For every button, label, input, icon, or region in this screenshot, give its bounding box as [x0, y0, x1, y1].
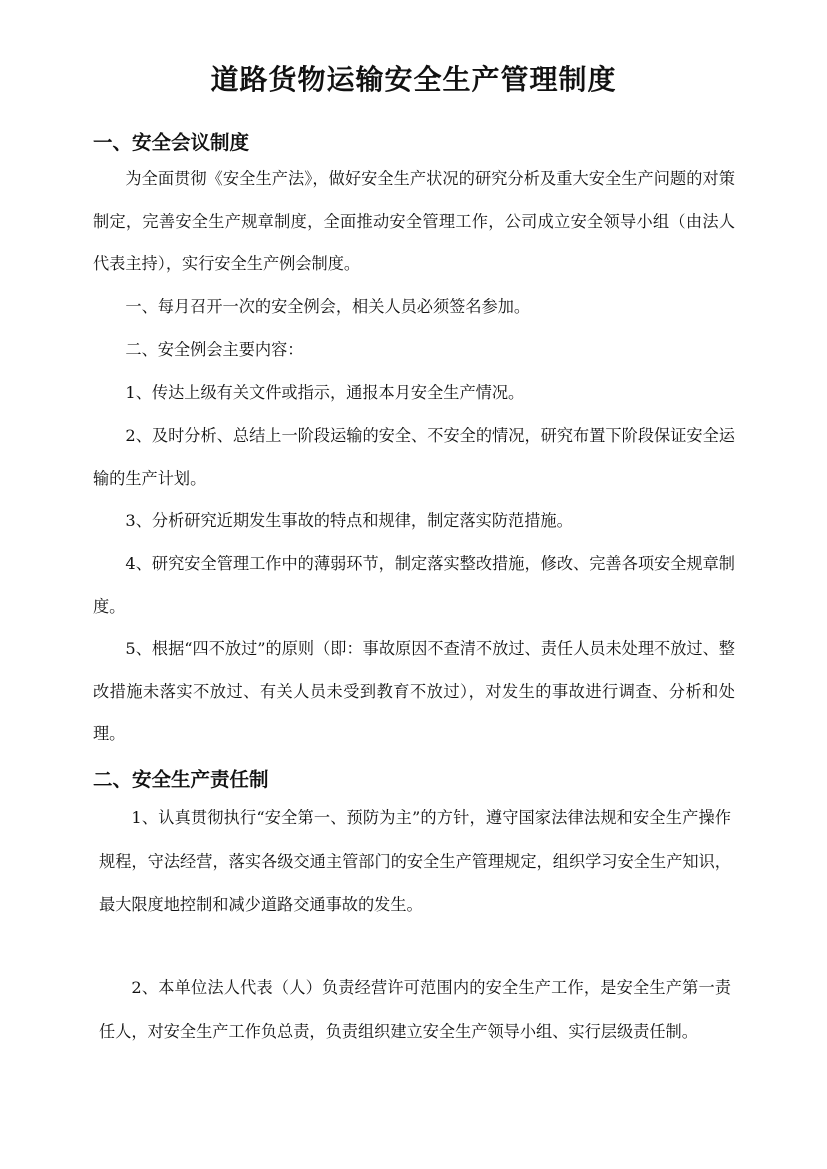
paragraph: 3、分析研究近期发生事故的特点和规律，制定落实防范措施。 [125, 511, 573, 530]
document-title: 道路货物运输安全生产管理制度 [210, 63, 617, 96]
paragraph: 为全面贯彻《安全生产法》，做好安全生产状况的研究分析及重大安全生产问题的对策制定，完善安全生产规章制度，全面推动安全管理工作，公司成立安全领导小组（由法人代表主持），实行安全生产例会制度。 [93, 169, 735, 273]
paragraph: 4、研究安全管理工作中的薄弱环节，制定落实整改措施，修改、完善各项安全规章制度。 [93, 554, 735, 616]
paragraph: 2、及时分析、总结上一阶段运输的安全、不安全的情况，研究布置下阶段保证安全运输的生产计划。 [93, 426, 735, 488]
section-heading-meeting-system: 一、安全会议制度 [93, 131, 250, 154]
paragraph: 5、根据“四不放过”的原则（即：事故原因不查清不放过、责任人员未处理不放过、整改措施未落实不放过、有关人员未受到教育不放过），对发生的事故进行调查、分析和处理。 [93, 639, 735, 743]
paragraph: 二、安全例会主要内容： [125, 340, 304, 359]
paragraph: 2、本单位法人代表（人）负责经营许可范围内的安全生产工作，是安全生产第一责任人，对安全生产工作负总责，负责组织建立安全生产领导小组、实行层级责任制。 [99, 978, 731, 1041]
section-heading-responsibility-system: 二、安全生产责任制 [93, 768, 269, 791]
paragraph: 1、传达上级有关文件或指示，通报本月安全生产情况。 [125, 383, 525, 402]
paragraph: 1、认真贯彻执行“安全第一、预防为主”的方针，遵守国家法律法规和安全生产操作规程，守法经营，落实各级交通主管部门的安全生产管理规定，组织学习安全生产知识，最大限度地控制和减少道路交通事故的发生。 [99, 808, 731, 914]
paragraph: 一、每月召开一次的安全例会，相关人员必须签名参加。 [125, 297, 531, 316]
